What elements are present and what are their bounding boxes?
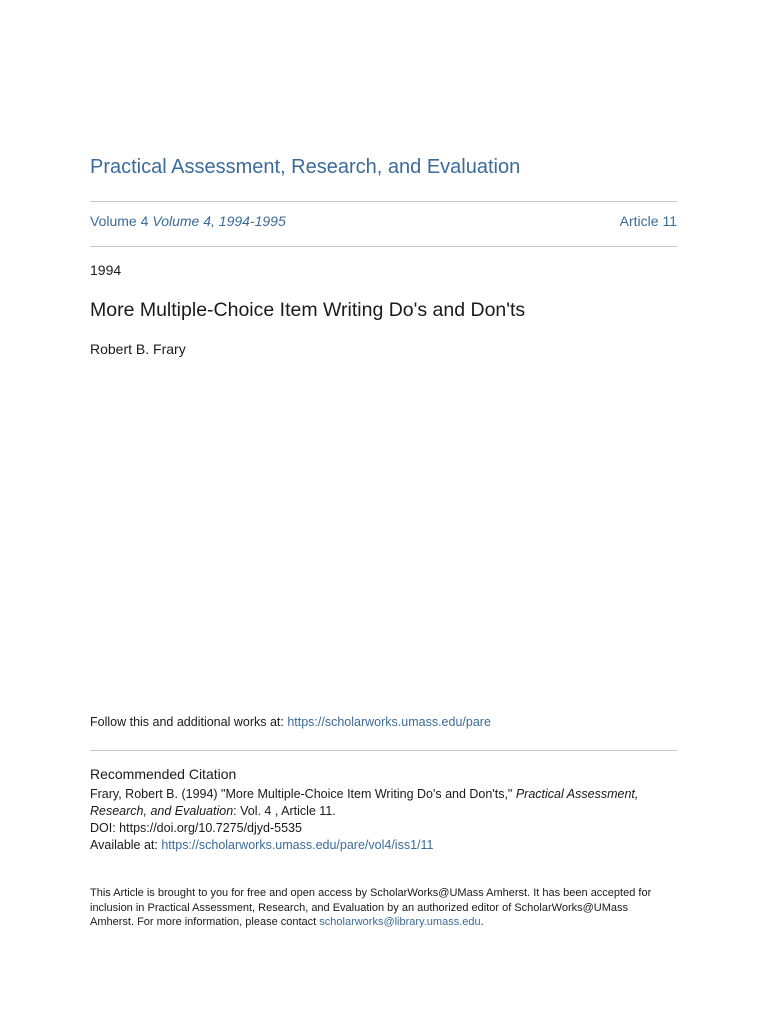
article-title: More Multiple-Choice Item Writing Do's and Don'ts: [90, 299, 526, 321]
citation-volume: : Vol. 4 , Article 11.: [233, 804, 336, 818]
citation-line: [90, 786, 677, 803]
notice-end: .: [480, 916, 484, 928]
notice-line: [90, 915, 677, 930]
cover-page: [90, 0, 677, 1024]
notice-line: inclusion in Practical Assessment, Research, and Evaluation by an authorized editor of ScholarWorks@UMass: [90, 901, 628, 914]
access-notice: [90, 886, 677, 930]
follow-line: [90, 715, 491, 729]
issue-link[interactable]: Volume 4, 1994-1995: [152, 213, 286, 229]
available-label: Available at:: [90, 838, 162, 852]
citation-doi: DOI: https://doi.org/10.7275/djyd-5535: [90, 821, 302, 835]
citation-journal: Research, and Evaluation: [90, 804, 234, 818]
divider: [90, 750, 677, 751]
citation-available: [90, 837, 677, 854]
notice-text: Amherst. For more information, please contact: [90, 916, 320, 928]
divider: [90, 201, 677, 202]
author-name: Robert B. Frary: [90, 341, 186, 357]
recommended-citation-heading: Recommended Citation: [90, 766, 237, 782]
citation-line: [90, 803, 677, 820]
publication-year: 1994: [90, 262, 122, 278]
citation-text: Frary, Robert B. (1994) "More Multiple-Choice Item Writing Do's and Don'ts,": [90, 787, 516, 801]
citation-journal: Practical Assessment,: [515, 787, 639, 801]
volume-info: [90, 213, 286, 229]
journal-title-link[interactable]: Practical Assessment, Research, and Evaluation: [90, 156, 521, 178]
contact-email-link[interactable]: scholarworks@library.umass.edu: [319, 916, 481, 928]
divider: [90, 246, 677, 247]
repository-link[interactable]: https://scholarworks.umass.edu/pare: [287, 715, 491, 729]
follow-text: Follow this and additional works at:: [90, 715, 288, 729]
citation-block: [90, 786, 677, 854]
notice-line: This Article is brought to you for free and open access by ScholarWorks@UMass Amherst. It has been accepted for: [90, 887, 652, 899]
article-url-link[interactable]: https://scholarworks.umass.edu/pare/vol4/iss1/11: [161, 838, 434, 852]
article-number-link[interactable]: Article 11: [619, 213, 677, 229]
volume-link[interactable]: Volume 4: [90, 213, 149, 229]
